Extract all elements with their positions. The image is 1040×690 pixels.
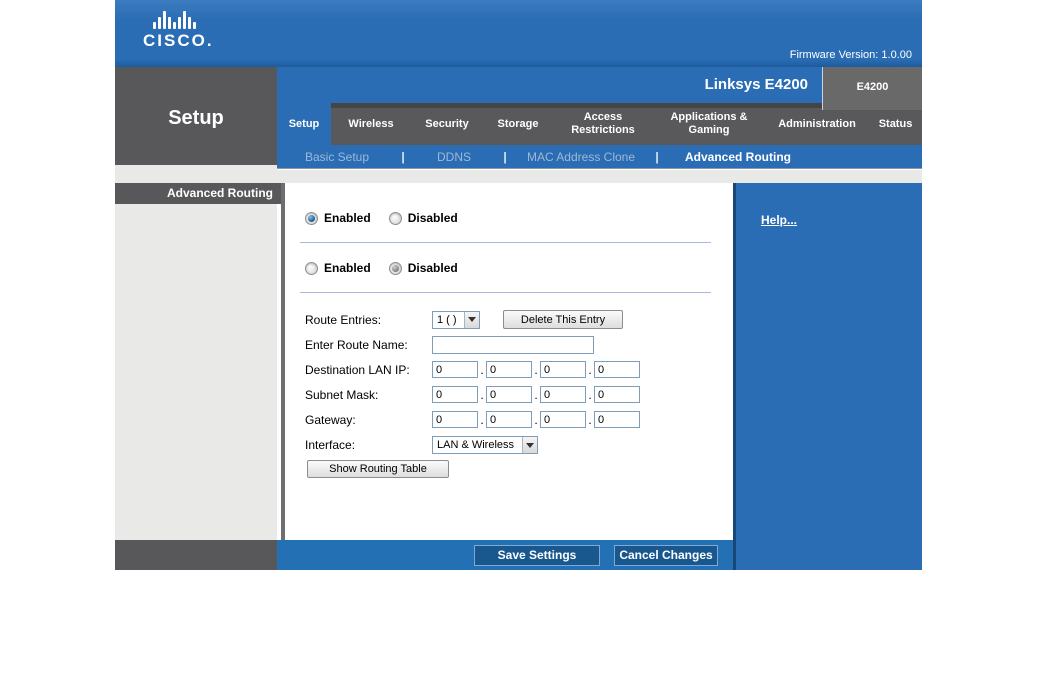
rip-radio-group [305, 261, 458, 275]
gateway-octet-1[interactable] [432, 411, 478, 428]
cancel-changes-button[interactable]: Cancel Changes [614, 545, 718, 566]
tab-wireless[interactable]: Wireless [348, 117, 394, 130]
product-name-bar: Linksys E4200 [277, 67, 822, 103]
subnav-separator: | [401, 149, 405, 164]
show-routing-row [307, 460, 449, 478]
octet-dot: . [534, 362, 538, 377]
rip-disabled-radio[interactable] [389, 262, 402, 275]
destination-ip-octet-3[interactable] [540, 361, 586, 378]
cisco-logo-icon [143, 9, 253, 57]
destination-ip-octet-1[interactable] [432, 361, 478, 378]
gateway-octet-3[interactable] [540, 411, 586, 428]
destination-ip-octet-4[interactable] [594, 361, 640, 378]
section-header: Advanced Routing [115, 183, 281, 204]
nat-enabled-radio[interactable] [305, 212, 318, 225]
section-divider [300, 242, 711, 243]
firmware-version: Firmware Version: 1.0.00 [789, 49, 912, 61]
octet-dot: . [534, 412, 538, 427]
router-admin-window [115, 0, 922, 570]
nat-disabled-radio[interactable] [389, 212, 402, 225]
octet-dot: . [534, 387, 538, 402]
sidebar-footer [115, 540, 277, 570]
octet-dot: . [480, 387, 484, 402]
interface-label: Interface: [305, 438, 356, 452]
gateway-row [305, 411, 640, 428]
route-entries-value: 1 ( ) [437, 313, 457, 326]
tab-storage[interactable]: Storage [497, 117, 539, 130]
main-content [281, 183, 737, 540]
octet-dot: . [588, 362, 592, 377]
octet-dot: . [480, 412, 484, 427]
section-divider [300, 292, 711, 293]
route-name-input[interactable] [432, 336, 594, 354]
sidebar-body [115, 165, 277, 540]
destination-ip-row [305, 361, 640, 378]
dropdown-arrow-icon [522, 437, 537, 453]
subnet-mask-row [305, 386, 640, 403]
nat-radio-group [305, 211, 458, 225]
destination-ip-octet-2[interactable] [486, 361, 532, 378]
interface-select[interactable] [432, 436, 538, 454]
interface-value: LAN & Wireless [437, 439, 515, 451]
sub-nav [277, 145, 922, 169]
delete-entry-button[interactable]: Delete This Entry [503, 310, 623, 329]
nat-disabled-label: Disabled [407, 211, 458, 225]
save-settings-button[interactable]: Save Settings [474, 545, 600, 566]
show-routing-table-button[interactable]: Show Routing Table [307, 460, 449, 478]
help-panel [733, 183, 922, 570]
help-link[interactable]: Help... [761, 213, 798, 227]
tab-status[interactable]: Status [878, 117, 913, 130]
gateway-octet-4[interactable] [594, 411, 640, 428]
route-name-label: Enter Route Name: [305, 338, 408, 352]
subnav-separator: | [655, 149, 659, 164]
subnet-mask-octet-3[interactable] [540, 386, 586, 403]
tab-setup[interactable]: Setup [277, 103, 331, 145]
subnet-mask-octet-1[interactable] [432, 386, 478, 403]
subnet-mask-octet-2[interactable] [486, 386, 532, 403]
top-header [115, 0, 922, 67]
dropdown-arrow-icon [464, 312, 479, 328]
nav-content-gap [277, 170, 922, 183]
route-entries-label: Route Entries: [305, 312, 382, 327]
subnet-mask-octet-4[interactable] [594, 386, 640, 403]
octet-dot: . [588, 387, 592, 402]
subnav-mac-address-clone[interactable]: MAC Address Clone [526, 149, 636, 164]
device-tab[interactable]: E4200 [822, 67, 922, 110]
octet-dot: . [480, 362, 484, 377]
octet-dot: . [588, 412, 592, 427]
cisco-bridge-icon [153, 9, 253, 29]
gateway-label: Gateway: [305, 412, 356, 427]
route-entries-select[interactable] [432, 311, 480, 329]
tab-applications-gaming[interactable]: Applications & Gaming [670, 111, 748, 136]
page-title: Setup [168, 107, 224, 129]
destination-ip-label: Destination LAN IP: [305, 362, 410, 377]
tab-access-restrictions[interactable]: Access Restrictions [571, 111, 635, 136]
sidebar-header [115, 67, 277, 165]
subnav-basic-setup[interactable]: Basic Setup [304, 149, 370, 164]
brand-text: CISCO. [143, 31, 214, 50]
tab-administration[interactable]: Administration [778, 117, 856, 130]
subnet-mask-label: Subnet Mask: [305, 387, 379, 402]
rip-enabled-radio[interactable] [305, 262, 318, 275]
nat-enabled-label: Enabled [324, 211, 371, 225]
subnav-separator: | [503, 149, 507, 164]
subnav-ddns[interactable]: DDNS [436, 149, 471, 164]
interface-row [305, 436, 538, 454]
gateway-octet-2[interactable] [486, 411, 532, 428]
route-entries-row [305, 310, 725, 329]
route-name-row [305, 336, 594, 354]
tab-security[interactable]: Security [425, 117, 469, 130]
rip-disabled-label: Disabled [407, 261, 458, 275]
subnav-advanced-routing[interactable]: Advanced Routing [684, 149, 791, 164]
rip-enabled-label: Enabled [324, 261, 371, 275]
